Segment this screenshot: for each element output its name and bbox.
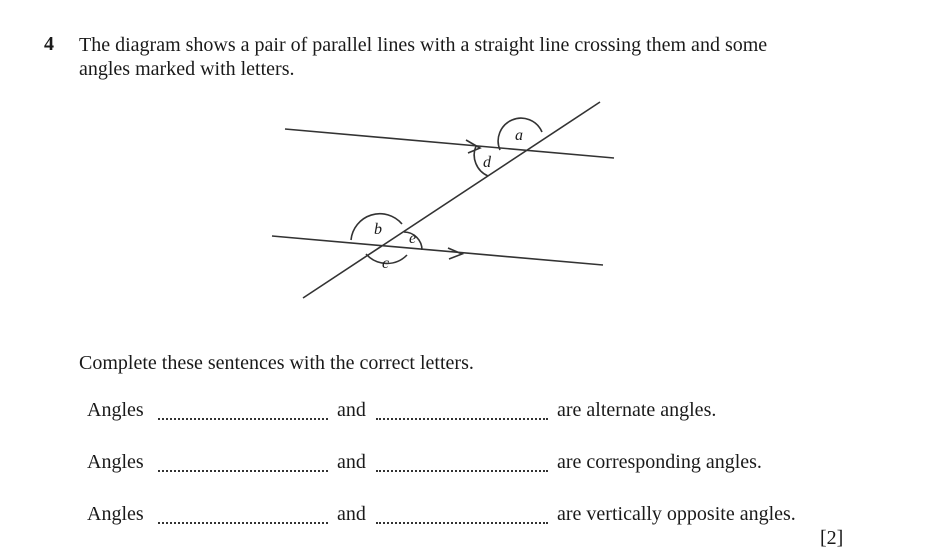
answer-blank-2[interactable] (376, 522, 548, 524)
answer-blank-1[interactable] (158, 470, 328, 472)
sentence-prefix: Angles (87, 451, 144, 473)
sentence-middle: and (337, 503, 366, 525)
answer-blank-1[interactable] (158, 522, 328, 524)
answer-blank-1[interactable] (158, 418, 328, 420)
sentence-suffix: are vertically opposite angles. (557, 503, 796, 525)
instruction-text: Complete these sentences with the correct letters. (79, 352, 474, 374)
sentence-prefix: Angles (87, 399, 144, 421)
sentence-suffix: are corresponding angles. (557, 451, 762, 473)
sentence-suffix: are alternate angles. (557, 399, 717, 421)
angle-label-d: d (483, 154, 491, 171)
answer-blank-2[interactable] (376, 470, 548, 472)
answer-blank-2[interactable] (376, 418, 548, 420)
question-number: 4 (44, 33, 54, 55)
lower-parallel-line (272, 236, 603, 265)
question-text-line-2: angles marked with letters. (79, 58, 295, 80)
sentence-prefix: Angles (87, 503, 144, 525)
lower-parallel-arrow (448, 248, 462, 259)
angle-label-e: e (409, 230, 417, 247)
marks-label: [2] (820, 527, 844, 549)
upper-parallel-arrow (466, 140, 480, 153)
sentence-row-vertically-opposite (0, 502, 933, 530)
transversal-line (303, 102, 600, 298)
angle-label-c: c (382, 255, 390, 272)
angle-label-b: b (374, 221, 382, 238)
question-text-line-1: The diagram shows a pair of parallel lines with a straight line crossing them and some (79, 34, 768, 56)
sentence-row-corresponding (0, 450, 933, 478)
upper-parallel-line (285, 129, 614, 158)
angle-label-a: a (515, 127, 523, 144)
sentence-middle: and (337, 451, 366, 473)
sentence-middle: and (337, 399, 366, 421)
sentence-row-alternate (0, 398, 933, 426)
